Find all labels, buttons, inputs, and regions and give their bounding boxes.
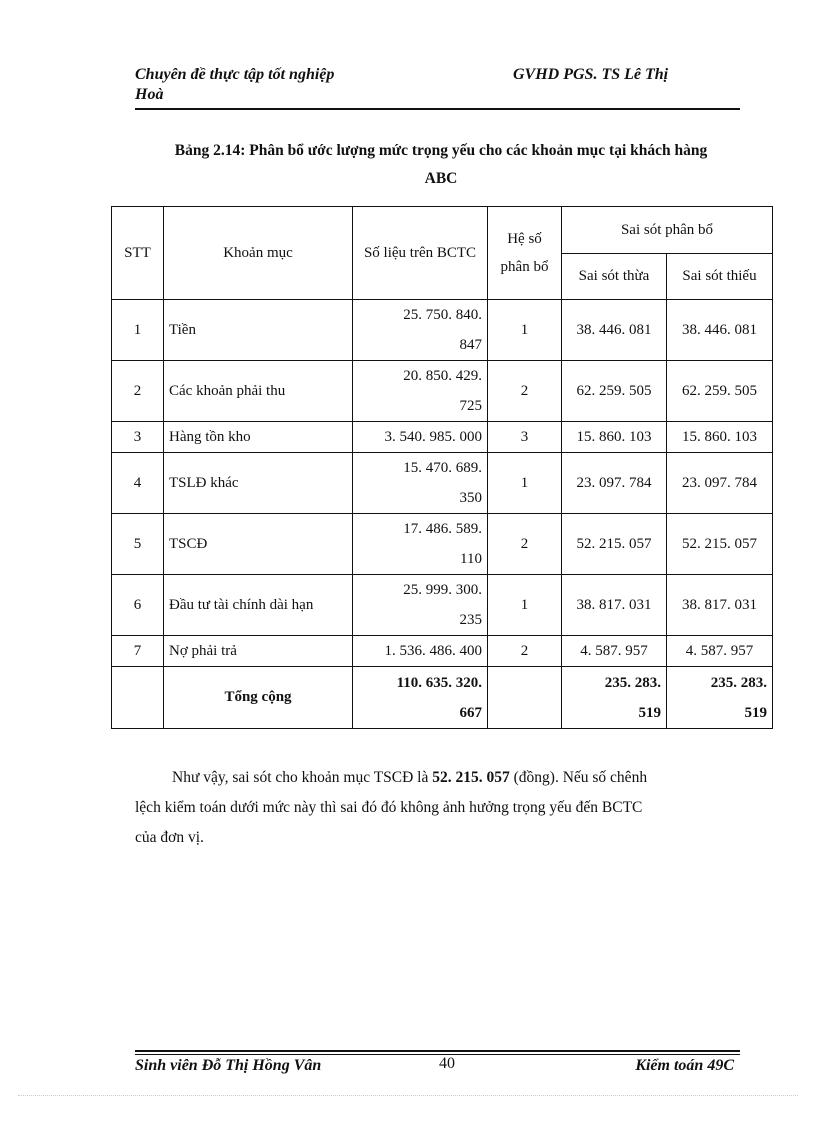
page-footer <box>135 1050 740 1074</box>
cell-figures <box>353 575 488 636</box>
cell-figures <box>353 514 488 575</box>
cell-item: Các khoản phải thu <box>164 361 353 422</box>
header-misstatement: Sai sót phân bổ <box>562 207 773 254</box>
cell-coefficient: 2 <box>488 361 562 422</box>
paragraph-line3: của đơn vị. <box>135 829 204 846</box>
figures-line2: 350 <box>459 490 482 506</box>
table-row <box>112 300 773 361</box>
total-label: Tổng cộng <box>164 667 353 729</box>
cell-over: 23. 097. 784 <box>562 453 667 514</box>
conclusion-paragraph <box>135 763 740 853</box>
paragraph-line1 <box>135 763 740 793</box>
table-row <box>112 361 773 422</box>
table-header-row <box>112 207 773 254</box>
cell-under: 15. 860. 103 <box>667 422 773 453</box>
cell-item: Nợ phải trả <box>164 636 353 667</box>
total-figures-line1: 110. 635. 320. <box>396 674 482 691</box>
footer-class: Kiểm toán 49C <box>635 1057 734 1074</box>
figures-line2: 110 <box>460 551 482 567</box>
paragraph-line2: lệch kiểm toán dưới mức này thì sai đó đó không ảnh hưởng trọng yếu đến BCTC <box>135 799 643 816</box>
header-coefficient: Hệ số phân bổ <box>488 207 562 300</box>
cell-stt: 3 <box>112 422 164 453</box>
page-header <box>135 66 740 110</box>
header-stt: STT <box>112 207 164 300</box>
header-figures: Số liệu trên BCTC <box>353 207 488 300</box>
cell-figures <box>353 453 488 514</box>
header-supervisor: GVHD PGS. TS Lê Thị <box>513 66 669 83</box>
cell-stt-empty <box>112 667 164 729</box>
total-over <box>562 667 667 729</box>
cell-coefficient-empty <box>488 667 562 729</box>
cell-over: 62. 259. 505 <box>562 361 667 422</box>
cell-over: 38. 446. 081 <box>562 300 667 361</box>
paragraph-text: Như vậy, sai sót cho khoản mục TSCĐ là <box>172 769 433 786</box>
cell-stt: 6 <box>112 575 164 636</box>
table-caption-continued: ABC <box>424 170 458 187</box>
cell-figures <box>353 300 488 361</box>
header-under: Sai sót thiếu <box>667 254 773 300</box>
cell-under: 62. 259. 505 <box>667 361 773 422</box>
table-row <box>112 453 773 514</box>
cell-stt: 2 <box>112 361 164 422</box>
cell-coefficient: 3 <box>488 422 562 453</box>
figures-line2: 725 <box>459 398 482 414</box>
materiality-allocation-table <box>111 206 773 729</box>
total-under-line2: 519 <box>744 704 767 721</box>
figures-line1: 25. 750. 840. <box>403 307 482 323</box>
total-under <box>667 667 773 729</box>
cell-under: 52. 215. 057 <box>667 514 773 575</box>
cell-coefficient: 2 <box>488 636 562 667</box>
cell-item: Hàng tồn kho <box>164 422 353 453</box>
paragraph-highlight-value: 52. 215. 057 <box>432 769 510 786</box>
cell-under: 23. 097. 784 <box>667 453 773 514</box>
cell-over: 15. 860. 103 <box>562 422 667 453</box>
page-edge-divider <box>18 1095 798 1096</box>
header-title-continued: Hoà <box>135 86 164 103</box>
figures-line1: 17. 486. 589. <box>403 521 482 537</box>
cell-item: Đầu tư tài chính dài hạn <box>164 575 353 636</box>
cell-coefficient: 2 <box>488 514 562 575</box>
cell-coefficient: 1 <box>488 453 562 514</box>
figures-line1: 15. 470. 689. <box>403 460 482 476</box>
table-caption: Bảng 2.14: Phân bổ ước lượng mức trọng yếu cho các khoản mục tại khách hàng <box>174 142 708 159</box>
total-under-line1: 235. 283. <box>710 674 767 691</box>
table-row <box>112 422 773 453</box>
page-number: 40 <box>439 1055 455 1072</box>
cell-coefficient: 1 <box>488 575 562 636</box>
table-total-row <box>112 667 773 729</box>
figures-line1: 20. 850. 429. <box>403 368 482 384</box>
cell-over: 52. 215. 057 <box>562 514 667 575</box>
total-figures-line2: 667 <box>459 704 482 721</box>
figures-line2: 847 <box>459 337 482 353</box>
total-figures <box>353 667 488 729</box>
cell-under: 38. 446. 081 <box>667 300 773 361</box>
figures-line2: 235 <box>459 612 482 628</box>
cell-item: TSLĐ khác <box>164 453 353 514</box>
cell-over: 4. 587. 957 <box>562 636 667 667</box>
cell-stt: 5 <box>112 514 164 575</box>
footer-student: Sinh viên Đỗ Thị Hồng Vân <box>135 1057 322 1074</box>
header-over: Sai sót thừa <box>562 254 667 300</box>
cell-under: 38. 817. 031 <box>667 575 773 636</box>
total-over-line1: 235. 283. <box>604 674 661 691</box>
table-row <box>112 514 773 575</box>
cell-figures: 3. 540. 985. 000 <box>353 422 488 453</box>
cell-stt: 7 <box>112 636 164 667</box>
table-row <box>112 636 773 667</box>
cell-item: TSCĐ <box>164 514 353 575</box>
header-title: Chuyên đề thực tập tốt nghiệp <box>135 66 335 83</box>
table-row <box>112 575 773 636</box>
total-over-line2: 519 <box>638 704 661 721</box>
header-item: Khoản mục <box>164 207 353 300</box>
cell-under: 4. 587. 957 <box>667 636 773 667</box>
cell-coefficient: 1 <box>488 300 562 361</box>
cell-item: Tiền <box>164 300 353 361</box>
cell-over: 38. 817. 031 <box>562 575 667 636</box>
paragraph-text: (đồng). Nếu số chênh <box>509 769 648 786</box>
cell-figures: 1. 536. 486. 400 <box>353 636 488 667</box>
cell-figures <box>353 361 488 422</box>
cell-stt: 1 <box>112 300 164 361</box>
figures-line1: 25. 999. 300. <box>403 582 482 598</box>
cell-stt: 4 <box>112 453 164 514</box>
